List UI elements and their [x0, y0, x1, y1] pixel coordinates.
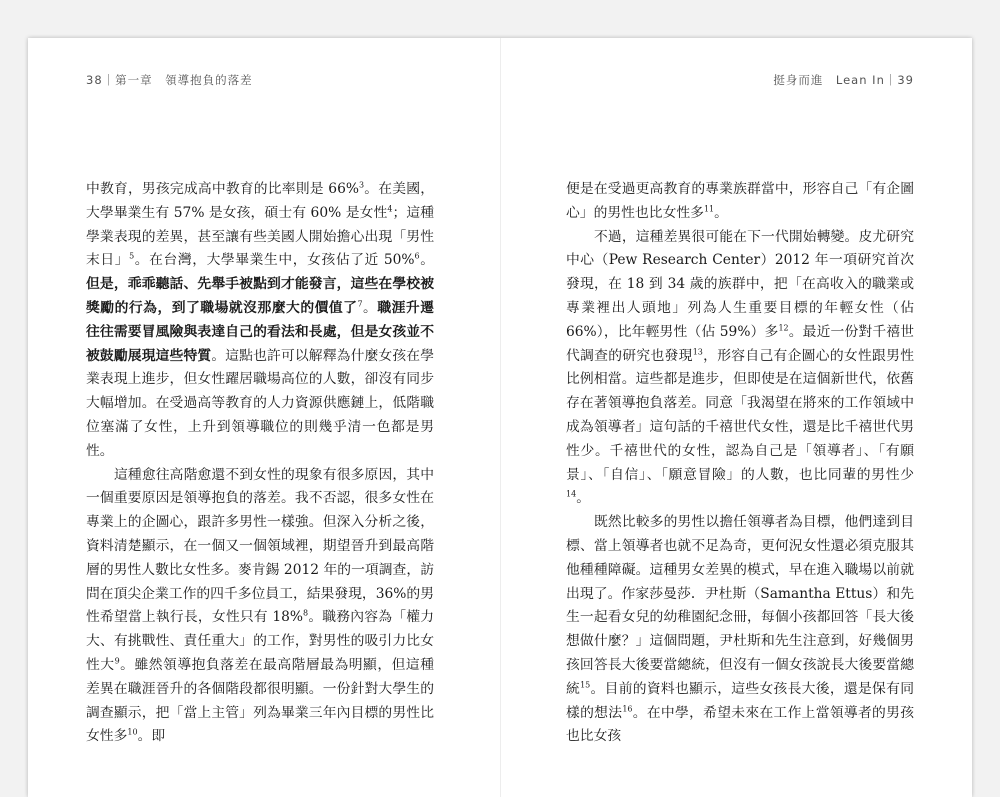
- footnote-reference: 6: [414, 251, 420, 261]
- text-span: 。: [362, 299, 378, 316]
- footnote-reference: 12: [778, 323, 789, 333]
- footnote-reference: 7: [357, 299, 363, 309]
- text-span: 。: [419, 252, 435, 269]
- footnote-reference: 11: [703, 204, 715, 214]
- paragraph: [86, 178, 434, 464]
- paragraph: [566, 178, 914, 226]
- footnote-reference: 14: [566, 489, 577, 499]
- text-span: 便是在受過更高教育的專業族群當中，形容自己「有企圖心」的男性也比女性多: [566, 181, 914, 221]
- text-span: 中教育，男孩完成高中教育的比率則是 66%: [86, 181, 359, 197]
- footnote-reference: 10: [127, 727, 138, 737]
- paragraph: [566, 226, 914, 512]
- text-span: ，形容自己有企圖心的女性跟男性比例相當。這些都是進步，但即使是在這個新世代，依舊存在著領導抱負落差。同意「我渴望在將來的工作領域中成為領導者」這句話的千禧世代女性，還是比千禧世代男性少。千禧世代的女性，認為自己是「領導者」、「有願景」、「自信」、「願意冒險」的人數，也比同輩的男性少: [566, 347, 915, 483]
- text-span: 。在中學，希望未來在工作上當領導者的男孩也比女孩: [566, 704, 915, 745]
- text-span: 。最近一份對千禧世代調查的研究也發現: [566, 323, 914, 364]
- text-span: 。: [714, 204, 728, 221]
- footnote-reference: 3: [358, 180, 365, 190]
- bold-text: 職涯升遷往往需要冒風險與表達自己的看法和長處，但是女孩並不被鼓勵展現這些特質: [86, 299, 435, 364]
- paragraph: [566, 511, 914, 749]
- footnote-reference: 9: [114, 656, 120, 666]
- text-span: 。這點也許可以解釋為什麼女孩在學業表現上進步，但女性躍居職場高位的人數，卻沒有同步大幅增加。在受過高等教育的人力資源供應鏈上，低階職位塞滿了女性，上升到領導職位的則幾乎清一色都是男性。: [86, 347, 435, 459]
- book-spread: [28, 38, 972, 797]
- right-running-head: 挺身而進 Lean In｜39: [773, 73, 914, 87]
- text-span: 。: [576, 490, 590, 507]
- text-span: 。目前的資料也顯示，這些女孩長大後，還是保有同樣的想法: [566, 680, 915, 721]
- text-span: 。即: [137, 728, 166, 745]
- text-span: 這種愈往高階愈還不到女性的現象有很多原因，其中一個重要原因是領導抱負的落差。我不否認，很多女性在專業上的企圖心，跟許多男性一樣強。但深入分析之後，資料清楚顯示，在一個又一個領域裡，期望晉升到最高階層的男性人數比女性多。麥肯錫 2012 年的一項調查，訪問在頂尖企業工作的四千多位員工，結果發現，36%的男性希望當上執行長，女性只有 18%: [86, 466, 434, 626]
- bold-text: 但是，乖乖聽話、先舉手被點到才能發言，這些在學校被獎勵的行為，到了職場就沒那麼大的價值了: [86, 276, 434, 316]
- footnote-reference: 15: [580, 680, 591, 690]
- footnote-reference: 8: [303, 608, 309, 618]
- text-span: 。職務內容為「權力大、有挑戰性、責任重大」的工作，對男性的吸引力比女性大: [86, 609, 434, 673]
- footnote-reference: 16: [622, 703, 633, 713]
- left-page-body: [86, 178, 434, 749]
- left-page: [28, 38, 500, 797]
- footnote-reference: 4: [387, 204, 393, 214]
- right-page-body: [566, 178, 914, 749]
- text-span: 。在美國，大學畢業生有 57% 是女孩，碩士有 60% 是女性: [86, 181, 434, 221]
- text-span: 不過，這種差異很可能在下一代開始轉變。皮尤研究中心（Pew Research Center）2012 年一項研究首次發現，在 18 到 34 歲的族群中，把「在高收入的職業或專業裡出人頭地」列為人生重要目標的年輕女性（佔 66%），比年輕男性（佔 59%）多: [566, 228, 914, 340]
- footnote-reference: 5: [129, 251, 135, 261]
- text-span: 。在台灣，大學畢業生中，女孩佔了近 50%: [134, 252, 415, 269]
- text-span: ；這種學業表現的差異，甚至讓有些美國人開始擔心出現「男性末日」: [86, 204, 434, 269]
- left-running-head: 38｜第一章 領導抱負的落差: [86, 73, 253, 87]
- paragraph: [86, 464, 434, 750]
- text-span: 既然比較多的男性以擔任領導者為目標，他們達到目標、當上領導者也就不足為奇，更何況女性還必須克服其他種種障礙。這種男女差異的模式，早在進入職場以前就出現了。作家莎曼莎．尹杜斯（Samantha Ettus）和先生一起看女兒的幼稚園紀念冊，每個小孩都回答「長大後想做什麼？」這個問題，尹杜斯和先生注意到，好幾個男孩回答長大後要當總統，但沒有一個女孩說長大後要當總統: [566, 514, 914, 697]
- right-page: [500, 38, 972, 797]
- footnote-reference: 13: [692, 346, 703, 356]
- text-span: 。雖然領導抱負落差在最高階層最為明顯，但這種差異在職涯晉升的各個階段都很明顯。一份針對大學生的調查顯示，把「當上主管」列為畢業三年內目標的男性比女性多: [86, 656, 435, 745]
